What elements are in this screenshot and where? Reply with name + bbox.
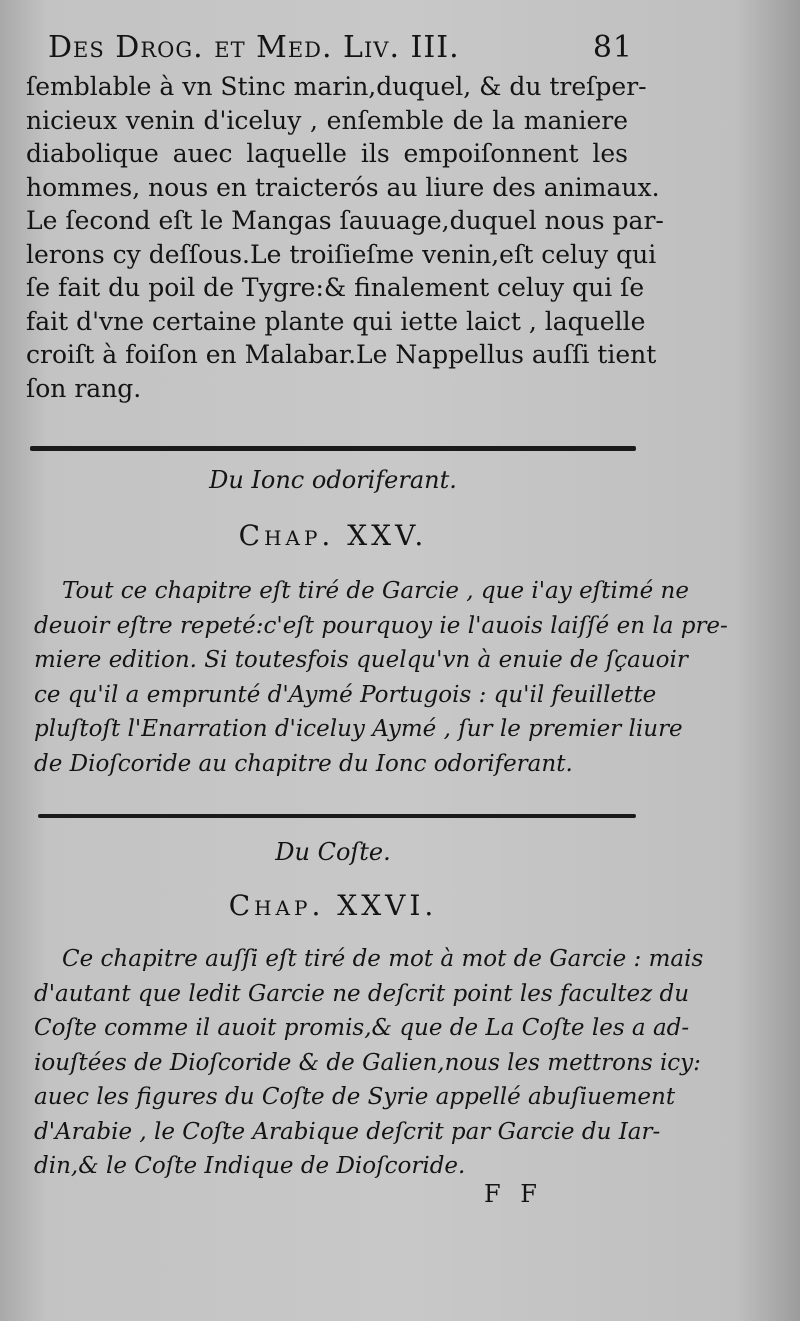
- text-line: ſe fait du poil de Tygre:& finalement celuy qui ſe: [26, 273, 645, 302]
- text-line: deuoir eſtre repeté:c'eſt pourquoy ie l'auois laiſſé en la pre-: [34, 612, 728, 639]
- text-line: de Dioſcoride au chapitre du Ionc odoriferant.: [34, 750, 573, 777]
- text-line: din,& le Coſte Indique de Dioſcoride.: [34, 1153, 466, 1179]
- text-line: hommes, nous en traicterós au liure des animaux.: [26, 172, 660, 202]
- chapter-25-paragraph: [34, 574, 728, 781]
- text-line: Coſte comme il auoit promis,& que de La Coſte les a ad-: [34, 1015, 690, 1041]
- text-line: lerons cy deſſous.Le troiſieſme venin,eſt celuy qui: [26, 239, 657, 269]
- section-divider: [38, 814, 636, 818]
- text-line: d'Arabie , le Coſte Arabique deſcrit par Garcie du Iar-: [34, 1118, 661, 1145]
- chapter-26-paragraph: [34, 942, 704, 1184]
- text-line: ſon rang.: [26, 373, 142, 403]
- section-divider: [30, 446, 636, 451]
- text-line: diabolique auec laquelle ils empoiſonnent les: [26, 139, 628, 168]
- text-line: ce qu'il a emprunté d'Aymé Portugois : qu'il feuillette: [34, 681, 657, 708]
- page-number: 81: [592, 30, 633, 65]
- text-line: Ce chapitre auſſi eſt tiré de mot à mot de Garcie : mais: [62, 946, 704, 972]
- text-line: Le ſecond eſt le Mangas ſauuage,duquel nous par-: [26, 206, 664, 235]
- chapter-25-title: Du Ionc odoriferant.: [209, 466, 457, 494]
- running-header: [48, 30, 633, 72]
- running-title: Des Drog. et Med. Liv. III.: [48, 30, 460, 65]
- text-line: miere edition. Si toutesfois quelqu'vn à enuie de ſçauoir: [34, 647, 688, 673]
- text-line: fait d'vne certaine plante qui iette laict , laquelle: [26, 306, 646, 336]
- text-line: ſemblable à vn Stinc marin,duquel, & du treſper-: [26, 72, 647, 101]
- text-line: auec les figures du Coſte de Syrie appellé abuſiuement: [34, 1084, 676, 1110]
- text-line: Tout ce chapitre eſt tiré de Garcie , que i'ay eſtimé ne: [62, 578, 689, 604]
- signature-mark: F F: [484, 1180, 543, 1208]
- text-line: nicieux venin d'iceluy , enſemble de la maniere: [26, 105, 628, 135]
- text-line: d'autant que ledit Garcie ne deſcrit point les facultez du: [34, 980, 690, 1007]
- intro-paragraph: [26, 70, 664, 405]
- chapter-26-title: Du Coſte.: [275, 838, 391, 866]
- chapter-25-label: Chap. XXV.: [238, 519, 428, 552]
- text-line: iouſtées de Dioſcoride & de Galien,nous les mettrons icy:: [34, 1049, 701, 1076]
- text-line: pluſtoſt l'Enarration d'iceluy Aymé , ſur le premier liure: [34, 716, 683, 742]
- text-line: croiſt à foiſon en Malabar.Le Nappellus auſſi tient: [26, 340, 657, 369]
- chapter-26-label: Chap. XXVI.: [228, 889, 438, 922]
